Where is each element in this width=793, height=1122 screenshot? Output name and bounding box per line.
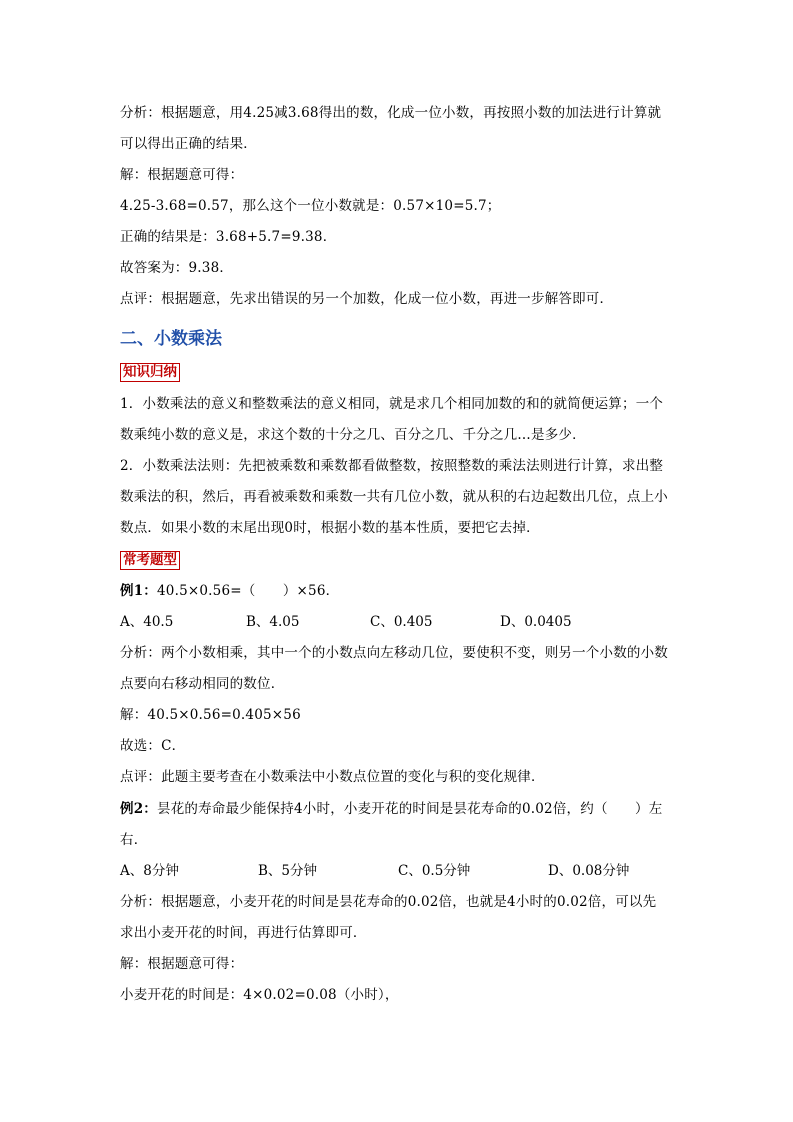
example-question: [120, 800, 662, 818]
option-b: B、4.05: [246, 614, 300, 630]
analysis-text: 分析：根据题意，小麦开花的时间是昙花寿命的0.02倍，也就是4小时的0.02倍，可以先: [120, 894, 657, 910]
example-label: 例2：: [120, 801, 157, 817]
option-d: D、0.0405: [500, 614, 572, 630]
question-text: 昙花的寿命最少能保持4小时，小麦开花的时间是昙花寿命的0.02倍，约（ ）左: [157, 801, 663, 817]
answer-text: 故选：C．: [120, 738, 186, 754]
option-d: D、0.08分钟: [548, 863, 630, 879]
example-question: [120, 582, 339, 600]
solution-intro: 解：根据题意可得：: [120, 167, 244, 183]
answer-text: 故答案为：9.38．: [120, 260, 234, 276]
option-a: A、8分钟: [120, 863, 179, 879]
example-label: 例1：: [120, 583, 157, 599]
knowledge-point: 数点．如果小数的末尾出现0时，根据小数的基本性质，要把它去掉．: [120, 520, 540, 536]
solution-intro: 解：根据题意可得：: [120, 956, 244, 972]
analysis-text: 可以得出正确的结果．: [120, 136, 257, 152]
knowledge-point: 数乘纯小数的意义是，求这个数的十分之几、百分之几、千分之几…是多少．: [120, 427, 586, 443]
question-text: 40.5×0.56=（ ）×56．: [157, 583, 340, 599]
solution-text: 解：40.5×0.56=0.405×56: [120, 707, 301, 723]
knowledge-point: 2．小数乘法法则：先把被乘数和乘数都看做整数，按照整数的乘法法则进行计算，求出整: [120, 458, 664, 474]
comment-text: 点评：根据题意，先求出错误的另一个加数，化成一位小数，再进一步解答即可．: [120, 291, 614, 307]
calculation-text: 4.25-3.68=0.57，那么这个一位小数就是：0.57×10=5.7；: [120, 198, 501, 214]
analysis-text: 分析：根据题意，用4.25减3.68得出的数，化成一位小数，再按照小数的加法进行计算就: [120, 105, 662, 121]
comment-text: 点评：此题主要考查在小数乘法中小数点位置的变化与积的变化规律．: [120, 769, 545, 785]
analysis-text: 点要向右移动相同的数位．: [120, 676, 285, 692]
option-c: C、0.405: [370, 614, 433, 630]
analysis-text: 求出小麦开花的时间，再进行估算即可．: [120, 925, 367, 941]
question-text: 右．: [120, 832, 148, 848]
option-c: C、0.5分钟: [398, 863, 471, 879]
analysis-text: 分析：两个小数相乘，其中一个的小数点向左移动几位，要使积不变，则另一个小数的小数: [120, 645, 668, 661]
option-b: B、5分钟: [258, 863, 318, 879]
exam-tag: 常考题型: [120, 551, 180, 570]
knowledge-point: 数乘法的积，然后，再看被乘数和乘数一共有几位小数，就从积的右边起数出几位，点上小: [120, 489, 668, 505]
section-heading: 二、小数乘法: [120, 329, 222, 349]
knowledge-point: 1．小数乘法的意义和整数乘法的意义相同，就是求几个相同加数的和的就简便运算；一个: [120, 396, 664, 412]
result-text: 正确的结果是：3.68+5.7=9.38．: [120, 229, 337, 245]
knowledge-tag: 知识归纳: [120, 363, 180, 382]
calculation-text: 小麦开花的时间是：4×0.02=0.08（小时），: [120, 987, 399, 1003]
option-a: A、40.5: [120, 614, 174, 630]
